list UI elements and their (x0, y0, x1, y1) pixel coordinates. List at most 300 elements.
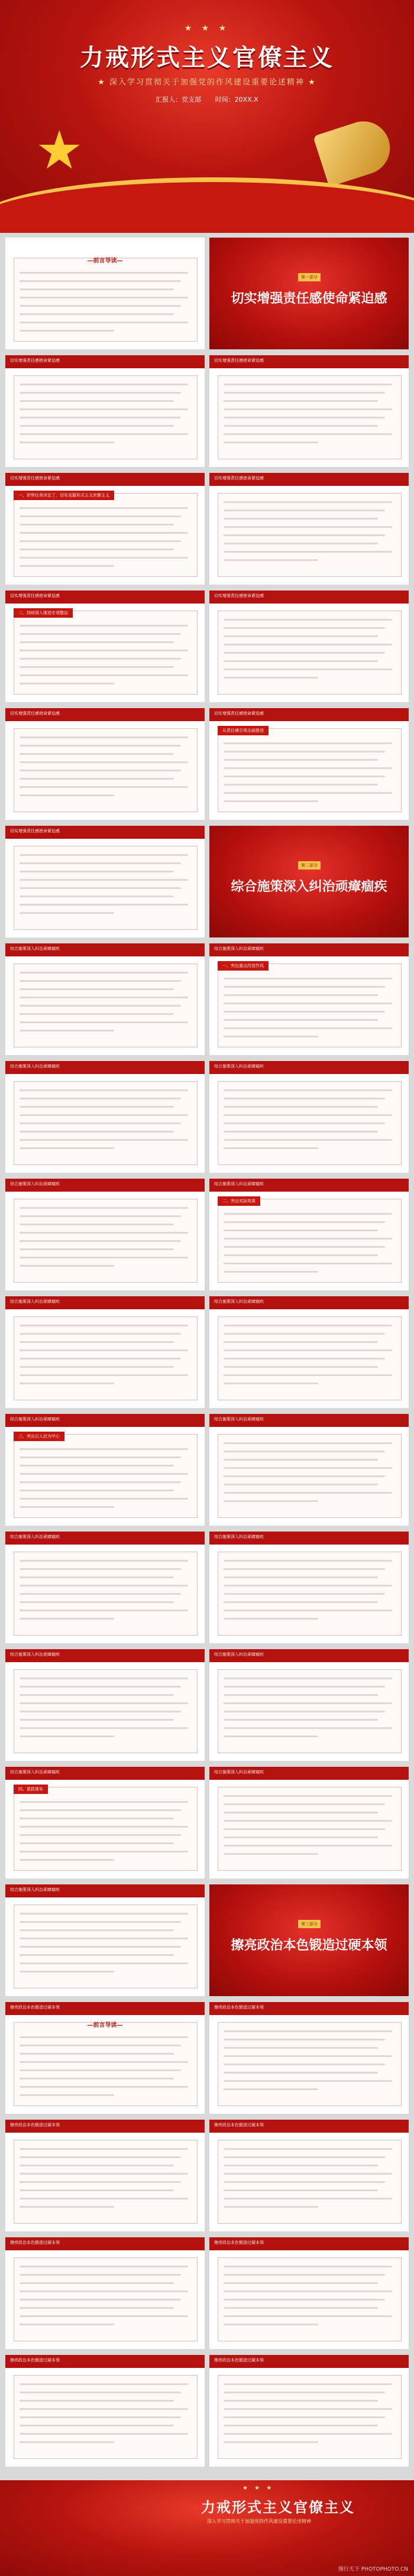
cover-slide (0, 0, 414, 233)
text-line (20, 1593, 181, 1595)
text-line (224, 1820, 392, 1822)
slide-header (209, 1767, 409, 1780)
text-line (20, 2061, 188, 2063)
text-line (20, 1727, 188, 1729)
text-line (20, 1147, 114, 1149)
slide-header (209, 1061, 409, 1074)
text-line (20, 2307, 174, 2309)
slide-header-label: 擦亮政治本色锻造过硬本领 (214, 2123, 264, 2127)
text-line (20, 674, 188, 676)
text-line (20, 658, 181, 660)
text-line (20, 1834, 181, 1836)
closing-slide (0, 2480, 414, 2576)
text-line (224, 2206, 318, 2208)
text-panel (14, 493, 198, 577)
point-ribbon: 四、狠抓落实 (14, 1785, 48, 1794)
slide-header-label: 综合施策深入纠治顽瘴痼疾 (10, 1417, 60, 1422)
slide-header-label: 擦亮政治本色锻造过硬本领 (10, 2240, 60, 2245)
text-line (224, 2080, 392, 2082)
content-slide (5, 1767, 205, 1879)
text-line (224, 1618, 318, 1620)
slide-header-label: 综合施策深入纠治顽瘴痼疾 (10, 1299, 60, 1304)
text-line (20, 2400, 174, 2402)
text-line (20, 1325, 188, 1326)
slide-header (5, 708, 205, 721)
text-line (20, 1576, 174, 1578)
text-line (224, 1500, 318, 1502)
section-title: 切实增强责任感使命紧迫感 (231, 291, 387, 306)
slide-header-label: 综合施策深入纠治顽瘴痼疾 (214, 1182, 264, 1186)
text-line (20, 280, 181, 282)
text-line (20, 1506, 114, 1508)
content-slide (209, 1532, 409, 1643)
content-slide (5, 355, 205, 467)
text-line (20, 854, 188, 856)
text-line (224, 1803, 385, 1805)
text-panel (14, 611, 198, 695)
text-line (20, 2053, 174, 2055)
text-line (224, 1374, 392, 1376)
text-line (224, 1027, 392, 1029)
content-slide (5, 1179, 205, 1290)
text-line (20, 2148, 188, 2150)
text-line (224, 1845, 392, 1847)
text-line (20, 625, 188, 627)
text-line (224, 1238, 392, 1240)
text-line (224, 2148, 392, 2150)
slide-header-label: 综合施策深入纠治顽瘴痼疾 (214, 1534, 264, 1539)
text-line (224, 1735, 318, 1737)
slide-header-label: 擦亮政治本色锻造过硬本领 (10, 2123, 60, 2127)
text-line (224, 1263, 392, 1264)
text-line (224, 776, 385, 777)
text-line (20, 2441, 114, 2443)
cover-date: 时间：20XX.X (215, 96, 258, 103)
content-slide (209, 1414, 409, 1526)
text-line (224, 627, 385, 629)
text-line (20, 871, 174, 872)
text-line (224, 534, 385, 536)
text-line (224, 2392, 385, 2393)
text-line (224, 442, 318, 443)
slide-header (209, 708, 409, 721)
content-slide (209, 2237, 409, 2349)
text-line (224, 994, 378, 996)
text-line (20, 2206, 114, 2208)
text-line (20, 2078, 174, 2079)
slide-header (209, 2355, 409, 2368)
text-line (224, 635, 378, 637)
text-panel (218, 1199, 402, 1283)
text-line (224, 1036, 318, 1037)
text-line (20, 2198, 188, 2199)
text-line (20, 997, 188, 998)
text-line (20, 2086, 188, 2088)
text-line (224, 800, 318, 802)
text-line (20, 1809, 181, 1811)
slide-header (5, 943, 205, 956)
text-line (20, 2383, 188, 2385)
text-line (224, 1812, 378, 1813)
text-line (224, 510, 385, 511)
text-line (20, 1842, 174, 1844)
content-slide (5, 591, 205, 702)
text-line (20, 2069, 181, 2071)
text-line (224, 2064, 385, 2065)
text-line (224, 1451, 385, 1452)
slide-header (209, 1532, 409, 1545)
text-line (224, 1601, 378, 1603)
text-line (20, 2036, 188, 2038)
content-slide (5, 2120, 205, 2231)
text-line (20, 313, 174, 315)
text-line (224, 2165, 378, 2166)
text-line (224, 1467, 392, 1469)
slide-header-label: 综合施策深入纠治顽瘴痼疾 (10, 1182, 60, 1186)
text-line (20, 2282, 174, 2284)
text-line (224, 1560, 392, 1562)
slide-header-label: 综合施策深入纠治顽瘴痼疾 (10, 1652, 60, 1657)
text-line (224, 1122, 385, 1124)
text-line (224, 784, 378, 786)
text-line (20, 2408, 188, 2410)
text-line (20, 1448, 188, 1450)
text-line (224, 1484, 378, 1485)
slide-header-label: 综合施策深入纠治顽瘴痼疾 (10, 1534, 60, 1539)
text-line (20, 1232, 188, 1234)
text-line (224, 644, 392, 645)
slide-header-label: 切实增强责任感使命紧迫感 (10, 593, 60, 598)
text-line (20, 1021, 188, 1023)
text-line (224, 2441, 318, 2443)
text-line (20, 1349, 188, 1351)
section-slide (209, 1884, 409, 1996)
text-line (20, 1374, 188, 1376)
slide-header (209, 2237, 409, 2250)
cover-subtitle: ★ 深入学习贯彻关于加强党的作风建设重要论述精神 ★ (98, 78, 316, 87)
text-line (20, 433, 188, 435)
text-line (20, 1962, 188, 1964)
text-line (224, 1147, 318, 1149)
section-title: 综合施策深入纠治顽瘴痼疾 (231, 880, 387, 894)
text-line (224, 1131, 378, 1133)
text-line (20, 2181, 181, 2183)
text-line (20, 2094, 114, 2096)
section-slide (209, 826, 409, 937)
text-line (20, 1946, 181, 1948)
text-line (224, 400, 378, 402)
slide-header-label: 综合施策深入纠治顽瘴痼疾 (214, 1417, 264, 1422)
text-line (20, 549, 174, 550)
text-line (20, 1610, 188, 1611)
slide-header (209, 2120, 409, 2133)
text-line (20, 1735, 114, 1737)
text-line (20, 1383, 114, 1384)
text-line (20, 1114, 188, 1116)
text-line (20, 425, 174, 427)
content-slide (209, 943, 409, 1055)
text-line (20, 1122, 181, 1124)
text-line (20, 1568, 181, 1570)
slide-header-label: 综合施策深入纠治顽瘴痼疾 (10, 1770, 60, 1774)
text-line (20, 683, 114, 684)
text-line (20, 770, 181, 771)
slide-header (209, 943, 409, 956)
slide-header-label: 切实增强责任感使命紧迫感 (214, 476, 264, 481)
text-line (20, 666, 174, 668)
point-ribbon: 一、突出重点改进作风 (218, 961, 269, 971)
point-ribbon: 三、突出以人民为中心 (14, 1432, 64, 1441)
preface-title: —前言导读— (87, 258, 123, 264)
footer-title: 力戒形式主义官僚主义 (201, 2499, 355, 2516)
text-line (224, 1568, 385, 1570)
content-slide (209, 473, 409, 585)
slide-header-label: 综合施策深入纠治顽瘴痼疾 (10, 1064, 60, 1069)
text-line (224, 392, 385, 394)
text-line (20, 2433, 188, 2435)
text-line (20, 392, 181, 394)
text-line (20, 737, 188, 738)
text-line (224, 1341, 378, 1343)
slide-header-label: 切实增强责任感使命紧迫感 (214, 593, 264, 598)
slide-header-label: 擦亮政治本色锻造过硬本领 (10, 2005, 60, 2010)
section-slide (209, 238, 409, 349)
text-line (224, 1593, 385, 1595)
text-line (224, 986, 385, 988)
text-line (20, 753, 174, 755)
text-line (224, 792, 392, 794)
text-line (224, 2408, 392, 2410)
content-slide (209, 2120, 409, 2231)
text-line (20, 2266, 188, 2267)
text-line (20, 2416, 181, 2418)
text-line (20, 1818, 174, 1819)
text-line (224, 1213, 392, 1215)
text-line (224, 1089, 392, 1091)
slide-header (5, 473, 205, 486)
text-line (20, 745, 181, 747)
slide-header-label: 综合施策深入纠治顽瘴痼疾 (214, 946, 264, 951)
text-line (20, 515, 181, 517)
text-line (20, 2315, 188, 2317)
text-line (224, 2047, 378, 2049)
text-line (20, 887, 181, 889)
content-slide (209, 2355, 409, 2467)
text-line (20, 1954, 174, 1956)
content-slide (209, 591, 409, 702)
section-title: 擦亮政治本色锻造过硬本领 (231, 1938, 387, 1953)
text-line (20, 786, 188, 788)
text-line (20, 633, 181, 635)
text-line (224, 2425, 378, 2426)
text-line (20, 1938, 188, 1939)
text-line (20, 532, 188, 534)
text-line (224, 2088, 318, 2090)
text-line (20, 2156, 181, 2158)
text-line (20, 400, 174, 402)
text-line (224, 1229, 378, 1231)
text-line (224, 1098, 385, 1099)
text-line (20, 1333, 181, 1335)
slide-header (5, 1884, 205, 1897)
text-line (224, 759, 378, 761)
text-line (20, 1826, 188, 1828)
text-line (224, 2039, 385, 2040)
text-line (20, 2173, 188, 2175)
text-line (224, 1576, 378, 1578)
text-line (20, 1013, 174, 1015)
point-ribbon: 二、持续深入推进专项整治 (14, 608, 73, 618)
slide-header (5, 355, 205, 368)
content-slide (5, 1649, 205, 1761)
text-line (20, 297, 188, 299)
text-line (224, 2383, 392, 2385)
text-line (20, 2392, 181, 2393)
content-slide (5, 708, 205, 820)
text-line (224, 619, 392, 621)
cover-wave (0, 177, 414, 233)
text-line (20, 408, 188, 410)
slide-header (5, 1532, 205, 1545)
text-line (20, 1366, 174, 1368)
text-line (20, 1851, 188, 1852)
slide-header (5, 1767, 205, 1780)
text-line (224, 1366, 378, 1368)
content-slide (209, 1296, 409, 1408)
slide-header-label: 综合施策深入纠治顽瘴痼疾 (214, 1652, 264, 1657)
text-line (20, 1560, 188, 1562)
text-line (224, 2173, 392, 2175)
slide-header-label: 切实增强责任感使命紧迫感 (10, 358, 60, 363)
text-line (20, 1686, 181, 1688)
text-line (224, 2307, 378, 2309)
text-line (20, 1456, 181, 1458)
text-line (224, 2156, 385, 2158)
content-slide (5, 2355, 205, 2467)
text-line (20, 2274, 181, 2276)
text-line (20, 1711, 181, 1712)
text-line (224, 2400, 378, 2402)
text-line (224, 2198, 392, 2199)
slide-header-label: 擦亮政治本色锻造过硬本领 (214, 2358, 264, 2363)
text-line (224, 1003, 392, 1004)
text-line (20, 524, 174, 525)
content-slide (209, 1179, 409, 1290)
text-line (224, 433, 392, 435)
text-line (224, 384, 392, 385)
text-line (20, 988, 174, 990)
text-line (224, 1246, 385, 1248)
content-slide (5, 473, 205, 585)
text-line (224, 1139, 392, 1141)
slide-header (5, 1179, 205, 1192)
text-line (224, 1019, 378, 1021)
text-line (20, 1248, 174, 1250)
text-line (224, 1349, 392, 1351)
text-line (20, 540, 181, 542)
text-line (20, 980, 181, 982)
text-line (224, 2299, 385, 2301)
text-panel (218, 728, 402, 812)
text-line (20, 1678, 188, 1679)
text-line (20, 1341, 174, 1343)
slide-header (5, 1649, 205, 1662)
text-panel (14, 1787, 198, 1871)
text-line (224, 1011, 385, 1013)
text-line (20, 1240, 181, 1242)
text-line (20, 761, 188, 763)
text-line (224, 677, 318, 679)
text-line (20, 1694, 174, 1696)
text-line (20, 879, 188, 881)
text-line (224, 2291, 392, 2292)
text-line (20, 1265, 114, 1267)
content-slide (209, 1061, 409, 1173)
text-line (20, 417, 181, 418)
footer-subtitle: 深入学习贯彻关于加强党的作风建设重要论述精神 (207, 2519, 311, 2524)
text-line (20, 1585, 188, 1587)
slide-header-label: 切实增强责任感使命紧迫感 (214, 711, 264, 716)
text-line (20, 1921, 181, 1923)
slide-header-label: 综合施策深入纠治顽瘴痼疾 (214, 1770, 264, 1774)
text-line (224, 1442, 392, 1444)
text-line (224, 1358, 385, 1360)
text-line (224, 1585, 392, 1587)
text-line (20, 1498, 188, 1500)
slide-header (5, 1061, 205, 1074)
content-slide (5, 1061, 205, 1173)
text-panel (218, 963, 402, 1047)
text-line (224, 417, 385, 418)
text-line (224, 2282, 378, 2284)
slide-header-label: 综合施策深入纠治顽瘴痼疾 (10, 1887, 60, 1892)
footer-stars: ★ ★ ★ (242, 2485, 274, 2491)
slide-header (209, 355, 409, 368)
text-line (224, 1727, 392, 1729)
text-line (224, 2315, 392, 2317)
text-line (224, 1686, 385, 1688)
text-line (20, 507, 188, 509)
text-line (20, 557, 188, 559)
text-line (20, 862, 181, 864)
text-panel (14, 2022, 198, 2106)
text-line (224, 1610, 392, 1611)
slide-header (5, 1414, 205, 1427)
text-line (224, 1106, 378, 1108)
text-line (20, 1913, 188, 1915)
text-line (20, 1971, 114, 1972)
point-ribbon: 从责任感引领全面推进 (218, 726, 269, 735)
text-line (20, 1207, 188, 1209)
text-line (224, 1795, 392, 1797)
slide-header (5, 2002, 205, 2015)
slide-header (209, 473, 409, 486)
slide-header-label: 擦亮政治本色锻造过硬本领 (214, 2240, 264, 2245)
text-line (20, 1601, 174, 1603)
section-tag: 第一部分 (298, 273, 321, 281)
content-slide (5, 2002, 205, 2114)
watermark: 图行天下 PHOTOPHOTO.CN (338, 2567, 408, 2572)
text-line (224, 2324, 318, 2325)
text-line (224, 1719, 378, 1721)
text-line (20, 1618, 114, 1620)
text-line (224, 1828, 385, 1830)
text-line (20, 778, 174, 780)
text-line (224, 978, 392, 979)
section-tag: 第二部分 (298, 861, 321, 870)
text-line (224, 2181, 385, 2183)
slide-header (209, 1179, 409, 1192)
